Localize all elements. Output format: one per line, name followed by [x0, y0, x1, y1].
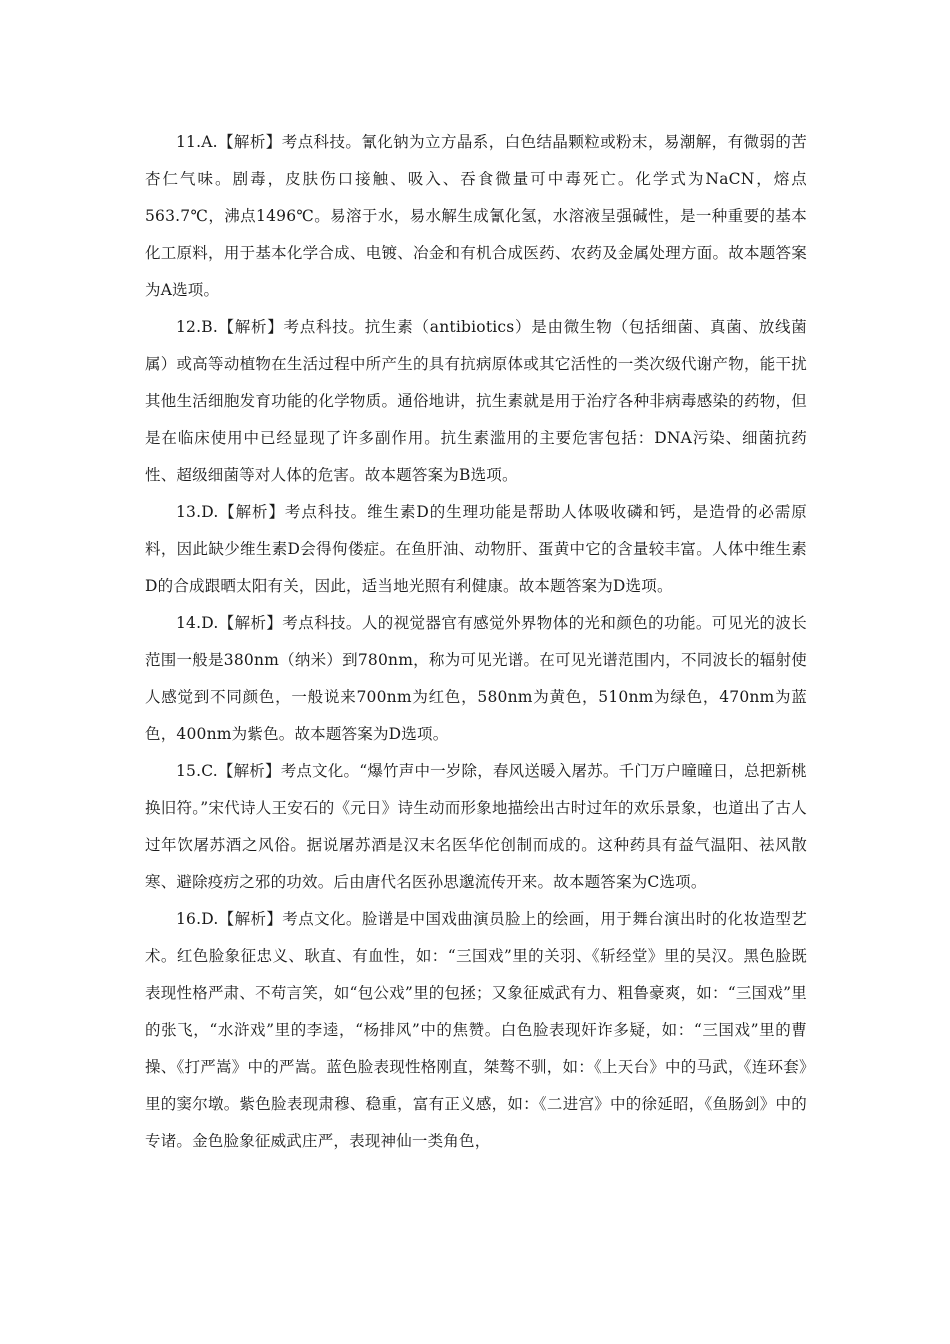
- paragraph-answer-14: 14.D.【解析】考点科技。人的视觉器官有感觉外界物体的光和颜色的功能。可见光的波长范围一般是380nm（纳米）到780nm，称为可见光谱。在可见光谱范围内，不同波长的辐射使人感觉到不同颜色，一般说来700nm为红色，580nm为黄色，510nm为绿色，470nm为蓝色，400nm为紫色。故本题答案为D选项。: [145, 614, 807, 743]
- document-body: [145, 124, 807, 1160]
- paragraph-answer-11: 11.A.【解析】考点科技。氰化钠为立方晶系，白色结晶颗粒或粉末，易潮解，有微弱的苦杏仁气味。剧毒，皮肤伤口接触、吸入、吞食微量可中毒死亡。化学式为NaCN，熔点563.7℃，沸点1496℃。易溶于水，易水解生成氰化氢，水溶液呈强碱性，是一种重要的基本化工原料，用于基本化学合成、电镀、冶金和有机合成医药、农药及金属处理方面。故本题答案为A选项。: [145, 133, 807, 299]
- paragraph-answer-13: 13.D.【解析】考点科技。维生素D的生理功能是帮助人体吸收磷和钙，是造骨的必需原料，因此缺少维生素D会得佝偻症。在鱼肝油、动物肝、蛋黄中它的含量较丰富。人体中维生素D的合成跟晒太阳有关，因此，适当地光照有利健康。故本题答案为D选项。: [145, 503, 807, 595]
- paragraph-answer-15: 15.C.【解析】考点文化。“爆竹声中一岁除，春风送暖入屠苏。千门万户曈曈日，总把新桃换旧符。”宋代诗人王安石的《元日》诗生动而形象地描绘出古时过年的欢乐景象，也道出了古人过年饮屠苏酒之风俗。据说屠苏酒是汉末名医华佗创制而成的。这种药具有益气温阳、祛风散寒、避除疫疠之邪的功效。后由唐代名医孙思邈流传开来。故本题答案为C选项。: [145, 762, 807, 891]
- paragraph-answer-16: 16.D.【解析】考点文化。脸谱是中国戏曲演员脸上的绘画，用于舞台演出时的化妆造型艺术。红色脸象征忠义、耿直、有血性，如：“三国戏”里的关羽、《斩经堂》里的吴汉。黑色脸既表现性格严肃、不苟言笑，如“包公戏”里的包拯；又象征威武有力、粗鲁豪爽，如：“三国戏”里的张飞，“水浒戏”里的李逵，“杨排风”中的焦赞。白色脸表现奸诈多疑，如：“三国戏”里的曹操、《打严嵩》中的严嵩。蓝色脸表现性格刚直，桀骜不驯，如：《上天台》中的马武，《连环套》里的窦尔墩。紫色脸表现肃穆、稳重，富有正义感，如：《二进宫》中的徐延昭，《鱼肠剑》中的专诸。金色脸象征威武庄严，表现神仙一类角色，: [145, 910, 807, 1150]
- paragraph-answer-12: 12.B.【解析】考点科技。抗生素（antibiotics）是由微生物（包括细菌、真菌、放线菌属）或高等动植物在生活过程中所产生的具有抗病原体或其它活性的一类次级代谢产物，能干扰其他生活细胞发育功能的化学物质。通俗地讲，抗生素就是用于治疗各种非病毒感染的药物，但是在临床使用中已经显现了许多副作用。抗生素滥用的主要危害包括：DNA污染、细菌抗药性、超级细菌等对人体的危害。故本题答案为B选项。: [145, 318, 807, 484]
